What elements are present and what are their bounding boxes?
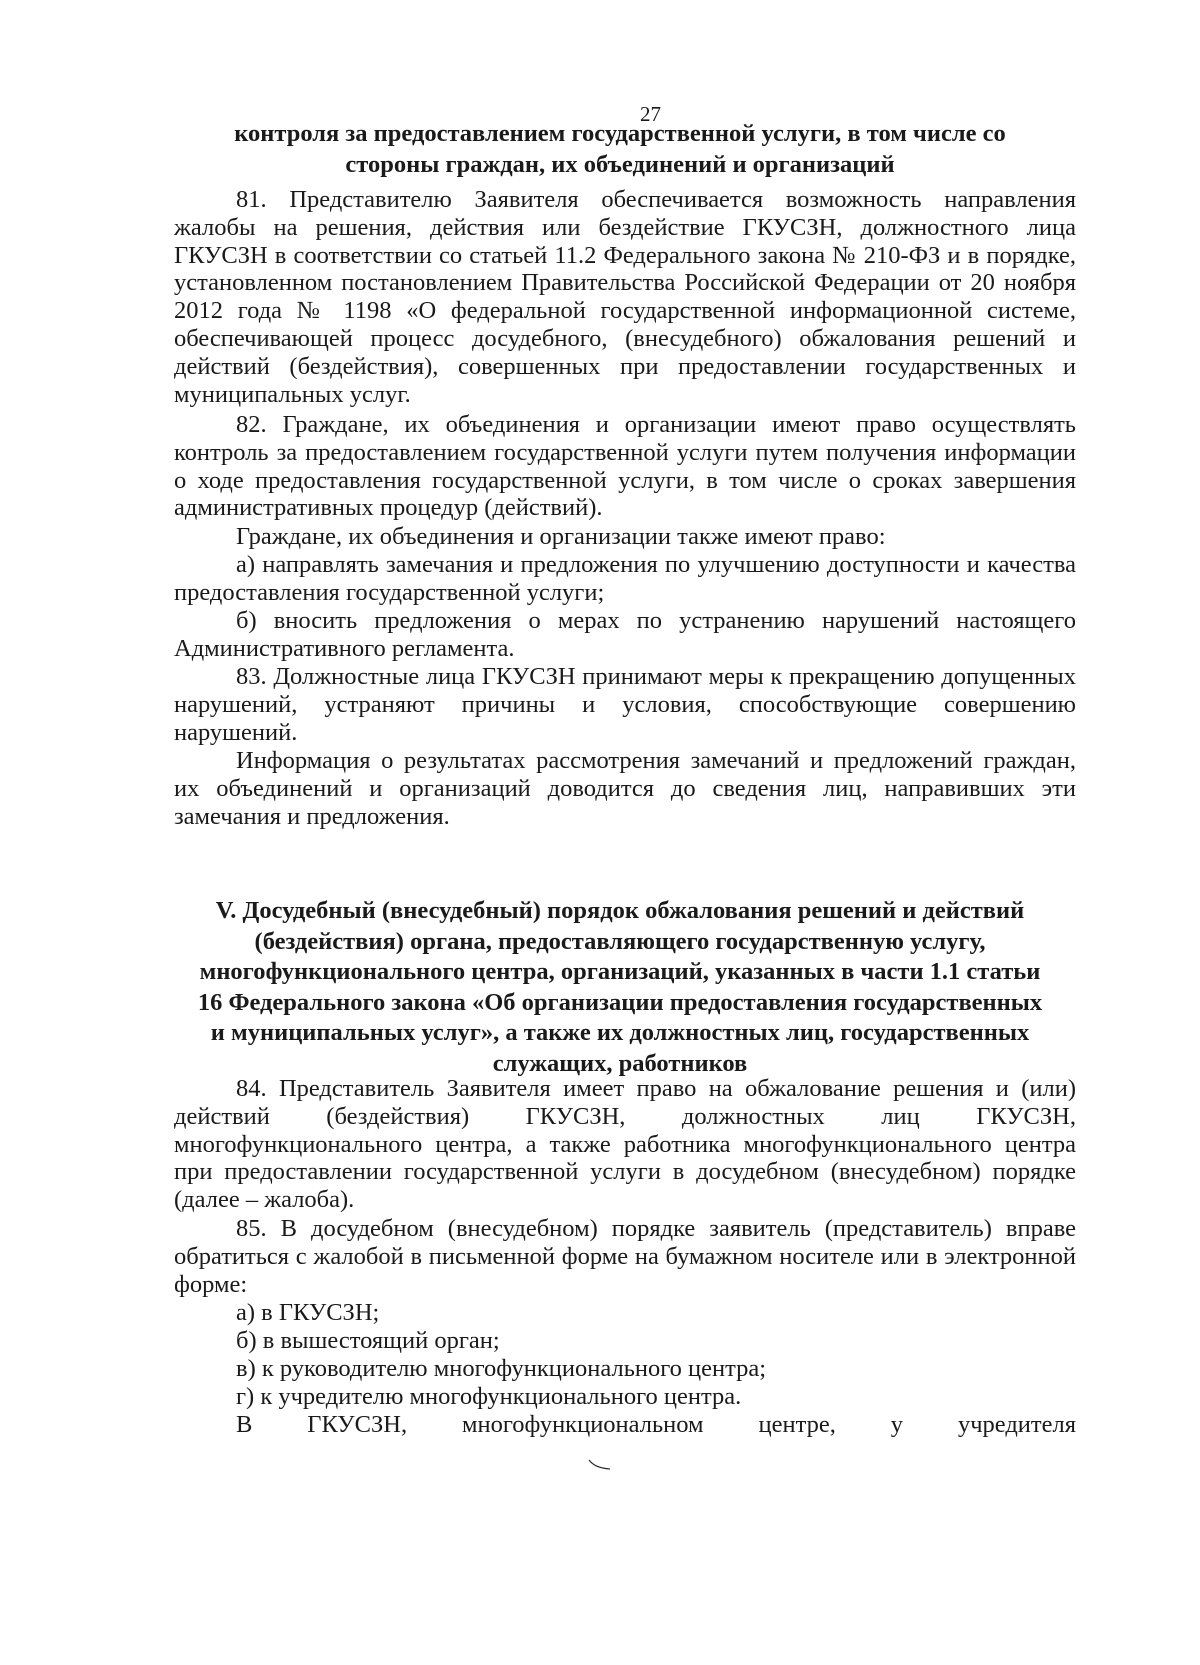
list-item-b: б) вносить предложения о мерах по устранению нарушений настоящего Административного регламента. bbox=[174, 607, 1076, 662]
heading-line: стороны граждан, их объединений и организаций bbox=[345, 150, 895, 178]
paragraph-85-tail: В ГКУСЗН, многофункциональном центре, у учредителя bbox=[236, 1411, 1076, 1438]
page-number: 27 bbox=[640, 102, 661, 126]
paragraph-81: 81. Представителю Заявителя обеспечивается возможность направления жалобы на решения, действия или бездействие ГКУСЗН, должностного лица ГКУСЗН в соответствии со статьей 11.2 Федерального закона № 210-ФЗ и в порядке, установленном постановлением Правительства Российской Федерации от 20 ноября 2012 года № 1198 «О федеральной государственной информационной системе, обеспечивающей процесс досудебного, (внесудебного) обжалования решений и действий (бездействия), совершенных при предоставлении государственных и муниципальных услуг. bbox=[174, 186, 1076, 408]
paragraph-83: 83. Должностные лица ГКУСЗН принимают меры к прекращению допущенных нарушений, устраняют причины и условия, способствующие совершению нарушений. bbox=[174, 663, 1076, 746]
heading-line: служащих, работников bbox=[492, 1049, 748, 1077]
paragraph-85: 85. В досудебном (внесудебном) порядке заявитель (представитель) вправе обратиться с жалобой в письменной форме на бумажном носителе или в электронной форме: bbox=[174, 1215, 1076, 1298]
heading-line: (бездействия) органа, предоставляющего государственную услугу, bbox=[254, 927, 986, 955]
section-heading-v bbox=[150, 896, 1090, 1079]
heading-line: и муниципальных услуг», а также их должностных лиц, государственных bbox=[210, 1019, 1030, 1046]
list-item: г) к учредителю многофункционального центра. bbox=[236, 1383, 742, 1410]
heading-line: V. Досудебный (внесудебный) порядок обжалования решений и действий bbox=[215, 897, 1025, 924]
list-item: а) в ГКУСЗН; bbox=[236, 1299, 380, 1326]
paragraph-82: 82. Граждане, их объединения и организации имеют право осуществлять контроль за предоставлением государственной услуги путем получения информации о ходе предоставления государственной услуги, в том числе о сроках завершения административных процедур (действий). bbox=[174, 411, 1076, 522]
list-item: в) к руководителю многофункционального центра; bbox=[236, 1355, 767, 1382]
heading-line: многофункционального центра, организаций, указанных в части 1.1 статьи bbox=[199, 958, 1041, 985]
paragraph-83-info: Информация о результатах рассмотрения замечаний и предложений граждан, их объединений и организаций доводится до сведения лиц, направивших эти замечания и предложения. bbox=[174, 747, 1076, 830]
paragraph-82-rights: Граждане, их объединения и организации также имеют право: bbox=[236, 523, 886, 550]
section-heading-control bbox=[150, 119, 1090, 180]
heading-line: 16 Федерального закона «Об организации предоставления государственных bbox=[197, 988, 1043, 1016]
list-item: б) в вышестоящий орган; bbox=[236, 1327, 500, 1354]
pen-stroke-mark bbox=[588, 1459, 612, 1471]
heading-line: контроля за предоставлением государственной услуги, в том числе со bbox=[234, 120, 1006, 147]
paragraph-84: 84. Представитель Заявителя имеет право на обжалование решения и (или) действий (бездействия) ГКУСЗН, должностных лиц ГКУСЗН, многофункционального центра, а также работника многофункционального центра при предоставлении государственной услуги в досудебном (внесудебном) порядке (далее – жалоба). bbox=[174, 1075, 1076, 1214]
list-item-a: а) направлять замечания и предложения по улучшению доступности и качества предоставления государственной услуги; bbox=[174, 551, 1076, 606]
